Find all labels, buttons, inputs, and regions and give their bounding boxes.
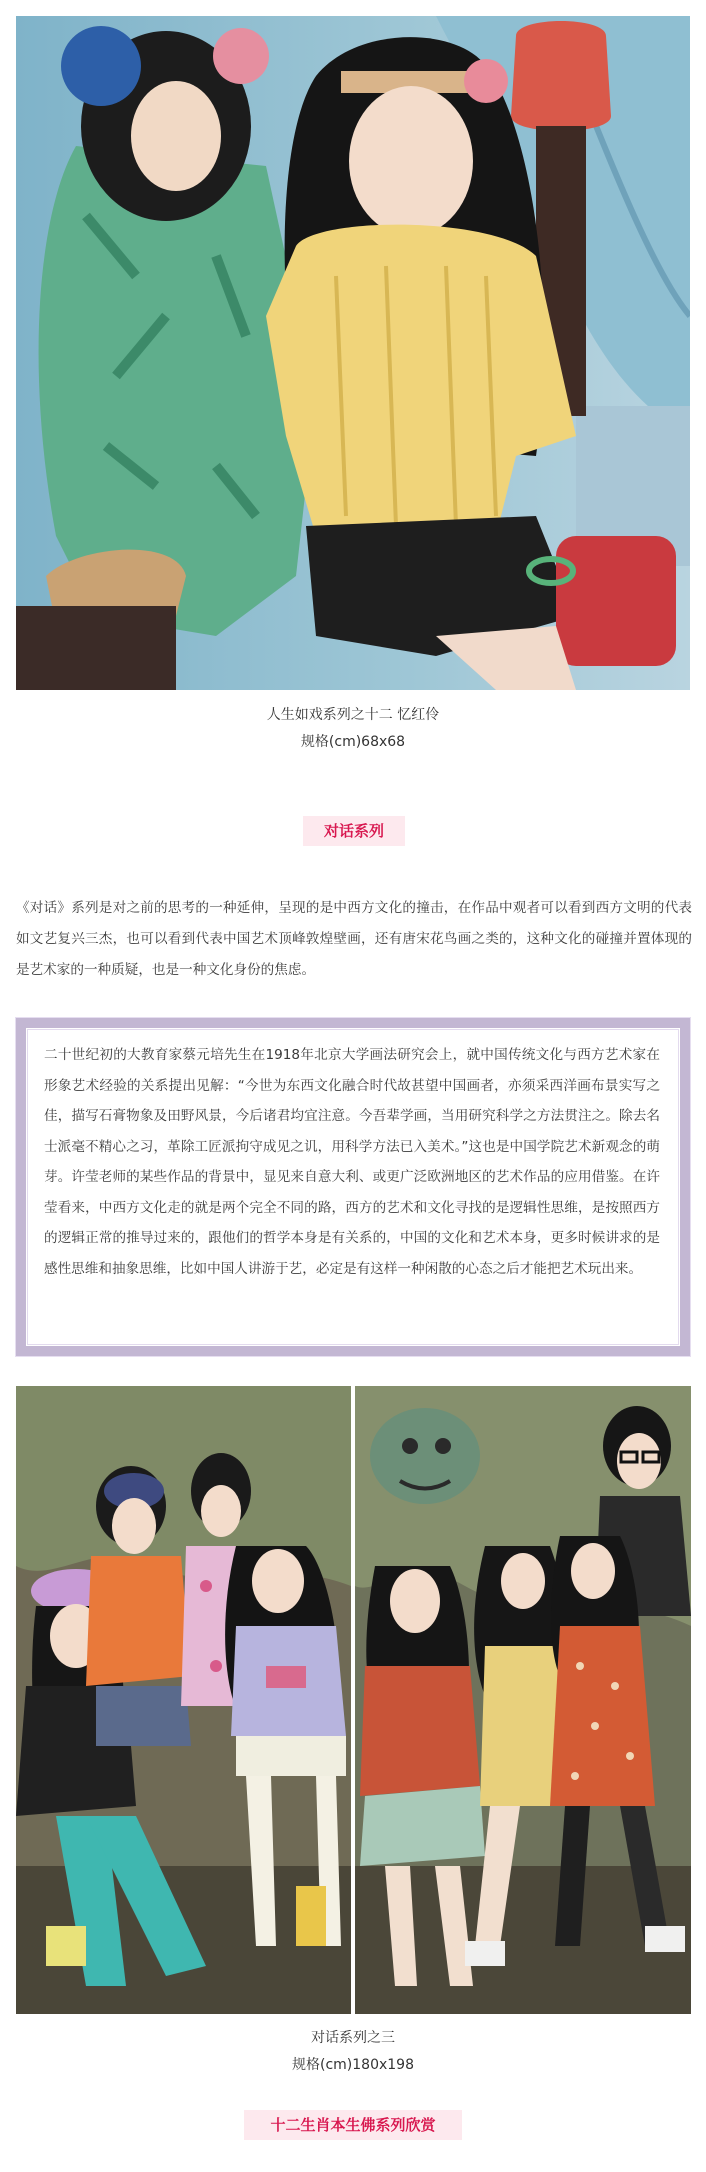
painting-1-caption-title: 人生如戏系列之十二 忆红伶	[266, 707, 440, 723]
painting-1-caption-size: 规格(cm)68x68	[300, 734, 406, 750]
painting-image-2-left	[16, 1386, 351, 2014]
painting-image-2-right	[355, 1386, 691, 2014]
intro-paragraph: 《对话》系列是对之前的思考的一种延伸，呈现的是中西方文化的撞击，在作品中观者可以看到西方文明的代表如文艺复兴三杰，也可以看到代表中国艺术顶峰敦煌壁画，还有唐宋花鸟画之类的，这种文化的碰撞并置体现的是艺术家的一种质疑，也是一种文化身份的焦虑。	[16, 900, 692, 978]
painting-illustration-1	[16, 16, 690, 690]
painting-image-1	[16, 16, 690, 690]
painting-illustration-2-right	[355, 1386, 691, 2014]
painting-illustration-2-left	[16, 1386, 351, 2014]
section-label-dialogue: 对话系列	[303, 816, 405, 846]
painting-2-caption-title: 对话系列之三	[311, 2030, 395, 2046]
painting-2-caption-size: 规格(cm)180x198	[292, 2057, 414, 2073]
section-label-zodiac-buddha: 十二生肖本生佛系列欣赏	[244, 2110, 462, 2140]
quote-box	[16, 1018, 690, 1356]
quote-paragraph: 二十世纪初的大教育家蔡元培先生在1918年北京大学画法研究会上，就中国传统文化与西方艺术家在形象艺术经验的关系提出见解：“今世为东西文化融合时代故甚望中国画者，亦须采西洋画布景实写之佳，描写石膏物象及田野风景，今后诸君均宜注意。今吾辈学画，当用研究科学之方法贯注之。除去名士派毫不精心之习，革除工匠派拘守成见之讥，用科学方法已入美术。”这也是中国学院艺术新观念的萌芽。许莹老师的某些作品的背景中，显见来自意大利、或更广泛欧洲地区的艺术作品的应用借鉴。在许莹看来，中西方文化走的就是两个完全不同的路，西方的艺术和文化寻找的是逻辑性思维，是按照西方的逻辑正常的推导过来的，跟他们的哲学本身是有关系的，中国的文化和艺术本身，更多时候讲求的是感性思维和抽象思维，比如中国人讲游于艺，必定是有这样一种闲散的心态之后才能把艺术玩出来。	[44, 1047, 660, 1277]
